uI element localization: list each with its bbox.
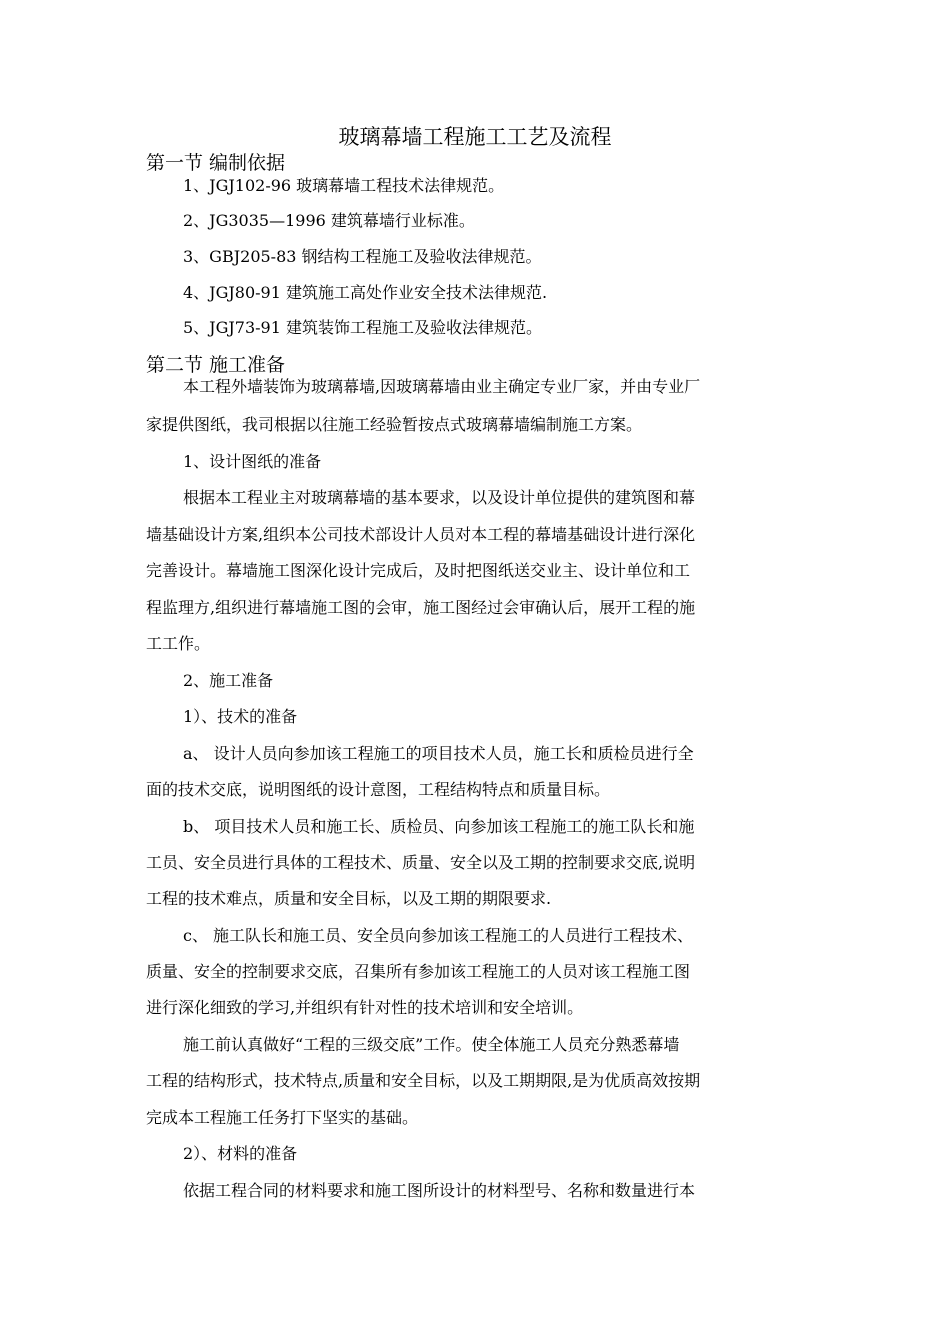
paragraph-line: 墙基础设计方案,组织本公司技术部设计人员对本工程的幕墙基础设计进行深化 xyxy=(146,525,696,544)
paragraph-line: 家提供图纸，我司根据以往施工经验暂按点式玻璃幕墙编制施工方案。 xyxy=(146,415,643,434)
paragraph-line: 完善设计。幕墙施工图深化设计完成后，及时把图纸送交业主、设计单位和工 xyxy=(146,561,691,580)
paragraph-line: 根据本工程业主对玻璃幕墙的基本要求，以及设计单位提供的建筑图和幕 xyxy=(183,488,696,507)
reference-item: 4、JGJ80-91 建筑施工高处作业安全技术法律规范. xyxy=(183,283,548,302)
subsection-heading: 1、设计图纸的准备 xyxy=(183,452,322,471)
section-heading-1: 第一节 编制依据 xyxy=(146,152,286,174)
paragraph-line: a、 设计人员向参加该工程施工的项目技术人员，施工长和质检员进行全 xyxy=(183,744,694,763)
paragraph-line: c、 施工队长和施工员、安全员向参加该工程施工的人员进行工程技术、 xyxy=(183,926,694,945)
paragraph-line: 本工程外墙装饰为玻璃幕墙,因玻璃幕墙由业主确定专业厂家，并由专业厂 xyxy=(183,377,701,396)
paragraph-line: 工程的技术难点，质量和安全目标，以及工期的期限要求. xyxy=(146,889,552,908)
paragraph-line: 程监理方,组织进行幕墙施工图的会审，施工图经过会审确认后，展开工程的施 xyxy=(146,598,696,617)
reference-item: 5、JGJ73-91 建筑装饰工程施工及验收法律规范。 xyxy=(183,318,543,337)
subsection-heading: 2）、材料的准备 xyxy=(183,1144,298,1163)
reference-item: 2、JG3035—1996 建筑幕墙行业标准。 xyxy=(183,211,475,230)
paragraph-line: 进行深化细致的学习,并组织有针对性的技术培训和安全培训。 xyxy=(146,998,584,1017)
section-heading-2: 第二节 施工准备 xyxy=(146,354,286,376)
paragraph-line: 依据工程合同的材料要求和施工图所设计的材料型号、名称和数量进行本 xyxy=(183,1181,696,1200)
paragraph-line: b、 项目技术人员和施工长、质检员、向参加该工程施工的施工队长和施 xyxy=(183,817,695,836)
paragraph-line: 工程的结构形式，技术特点,质量和安全目标，以及工期期限,是为优质高效按期 xyxy=(146,1071,701,1090)
paragraph-line: 质量、安全的控制要求交底，召集所有参加该工程施工的人员对该工程施工图 xyxy=(146,962,691,981)
paragraph-line: 施工前认真做好“工程的三级交底”工作。使全体施工人员充分熟悉幕墙 xyxy=(183,1035,680,1054)
document-title: 玻璃幕墙工程施工工艺及流程 xyxy=(338,125,612,149)
subsection-heading: 2、施工准备 xyxy=(183,671,274,690)
paragraph-line: 面的技术交底，说明图纸的设计意图，工程结构特点和质量目标。 xyxy=(146,780,611,799)
reference-item: 3、GBJ205-83 钢结构工程施工及验收法律规范。 xyxy=(183,247,542,266)
paragraph-line: 工工作。 xyxy=(146,634,211,653)
reference-item: 1、JGJ102-96 玻璃幕墙工程技术法律规范。 xyxy=(183,176,505,195)
paragraph-line: 工员、安全员进行具体的工程技术、质量、安全以及工期的控制要求交底,说明 xyxy=(146,853,696,872)
subsection-heading: 1）、技术的准备 xyxy=(183,707,298,726)
paragraph-line: 完成本工程施工任务打下坚实的基础。 xyxy=(146,1108,419,1127)
